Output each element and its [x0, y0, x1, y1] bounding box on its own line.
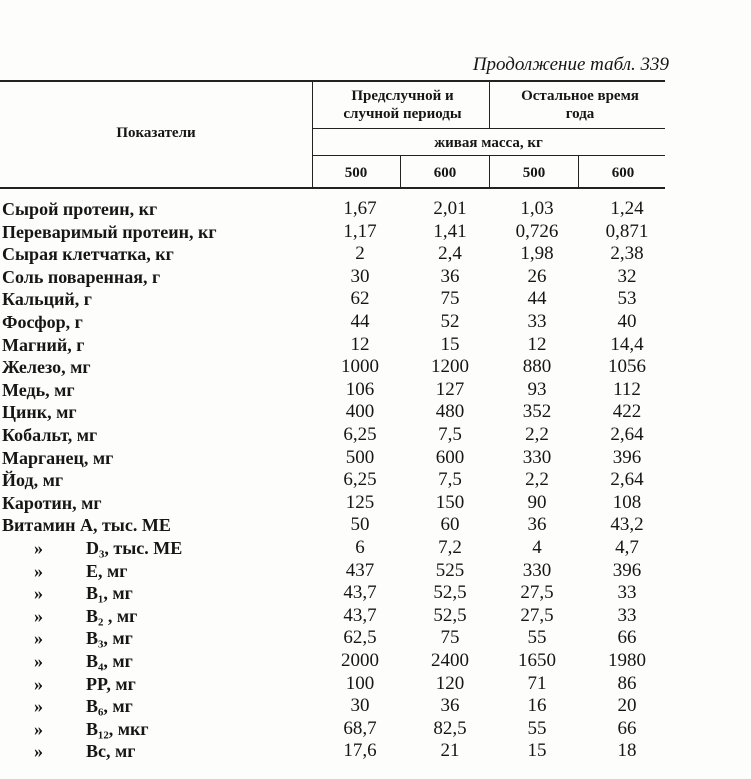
header-weight: 600 — [611, 165, 635, 181]
ditto-mark: » — [34, 651, 43, 671]
row-value: 36 — [440, 695, 460, 717]
row-value: 93 — [527, 378, 547, 400]
row-value: 2,64 — [610, 469, 644, 491]
table-row — [0, 560, 680, 582]
table-row — [0, 605, 680, 627]
row-value: 27,5 — [520, 604, 554, 626]
row-value: 2 — [355, 243, 365, 265]
row-value: 17,6 — [343, 740, 377, 762]
row-value: 4 — [532, 537, 542, 558]
row-label: Сырой протеин, кг — [2, 199, 158, 219]
header-period-rest: Остальное время года — [521, 88, 639, 122]
row-value: 20 — [617, 695, 637, 717]
row-value: 43,7 — [343, 582, 377, 604]
row-value: 1000 — [341, 356, 379, 378]
row-value: 1200 — [431, 356, 469, 378]
row-value: 0,726 — [515, 220, 559, 242]
row-value: 352 — [522, 401, 552, 423]
row-label: Медь, мг — [2, 379, 75, 400]
row-value: 18 — [617, 740, 637, 762]
ditto-mark: » — [34, 583, 43, 604]
row-value: 422 — [612, 401, 642, 423]
row-value: 75 — [440, 288, 460, 310]
row-value: 7,5 — [438, 424, 462, 445]
row-value: 2,2 — [525, 469, 549, 491]
row-value: 15 — [440, 333, 460, 355]
row-value: 1,41 — [433, 220, 467, 242]
row-value: 127 — [435, 378, 465, 400]
table-row — [0, 582, 680, 604]
row-value: 400 — [345, 401, 375, 423]
row-value: 12 — [527, 333, 547, 355]
row-value: 108 — [612, 491, 642, 513]
row-value: 12 — [350, 333, 370, 355]
table-row — [0, 266, 680, 288]
ditto-mark: » — [34, 718, 43, 739]
row-value: 437 — [345, 559, 375, 581]
row-value: 86 — [617, 672, 637, 694]
row-label: Е, мг — [86, 560, 128, 581]
row-value: 330 — [522, 559, 552, 581]
row-value: 2,4 — [438, 243, 462, 265]
row-value: 396 — [612, 446, 642, 468]
row-value: 1,67 — [343, 198, 377, 219]
row-label: B₂ , мг — [86, 605, 138, 626]
row-value: 4,7 — [615, 537, 639, 558]
row-value: 44 — [527, 288, 547, 310]
header-period-breeding: Предслучной и случной периоды — [343, 88, 462, 122]
table-row — [0, 288, 680, 310]
row-value: 33 — [617, 582, 637, 604]
row-value: 1650 — [518, 650, 556, 671]
row-value: 480 — [435, 401, 465, 423]
row-value: 2000 — [341, 650, 379, 671]
row-value: 150 — [435, 491, 465, 513]
row-label: Марганец, мг — [2, 447, 114, 468]
row-value: 7,5 — [438, 469, 462, 491]
table-row — [0, 334, 680, 356]
row-label: Сырая клетчатка, кг — [2, 244, 174, 265]
row-value: 106 — [345, 378, 375, 400]
row-value: 52 — [440, 311, 460, 332]
ditto-mark: » — [34, 538, 43, 558]
row-value: 52,5 — [433, 604, 467, 626]
row-value: 36 — [440, 265, 460, 287]
row-value: 55 — [527, 627, 547, 649]
row-value: 33 — [617, 604, 637, 626]
ditto-mark: » — [34, 605, 43, 626]
row-value: 68,7 — [343, 717, 377, 739]
row-value: 500 — [345, 446, 375, 468]
row-label: Кальций, г — [2, 289, 92, 310]
row-value: 66 — [617, 717, 637, 739]
row-value: 14,4 — [610, 333, 644, 355]
row-value: 1,17 — [343, 220, 377, 242]
row-value: 880 — [522, 356, 552, 378]
header-weight: 500 — [522, 165, 546, 181]
ditto-mark: » — [34, 741, 43, 762]
row-label: D₃, тыс. МЕ — [86, 538, 183, 558]
table-row — [0, 695, 680, 717]
header-weight: 500 — [344, 165, 368, 181]
row-value: 30 — [350, 265, 370, 287]
ditto-mark: » — [34, 560, 43, 581]
table-row — [0, 243, 680, 265]
table-caption: Продолжение табл. 339 — [472, 54, 669, 75]
table-row — [0, 198, 680, 220]
row-label: Витамин А, тыс. МЕ — [2, 515, 171, 536]
row-value: 26 — [527, 265, 547, 287]
row-value: 6,25 — [343, 469, 377, 491]
table-row — [0, 469, 680, 491]
row-value: 82,5 — [433, 717, 467, 739]
row-value: 2,01 — [433, 198, 467, 219]
col-divider — [489, 81, 490, 129]
row-value: 27,5 — [520, 582, 554, 604]
row-value: 125 — [345, 491, 375, 513]
row-value: 396 — [612, 559, 642, 581]
row-value: 62 — [350, 288, 370, 310]
row-value: 75 — [440, 627, 460, 649]
row-value: 2,2 — [525, 424, 549, 445]
row-value: 43,7 — [343, 604, 377, 626]
header-bottom-rule — [0, 187, 665, 189]
table-row — [0, 221, 680, 243]
row-label: Йод, мг — [2, 470, 64, 491]
row-value: 600 — [435, 446, 465, 468]
row-label: B₃, мг — [86, 628, 133, 649]
row-value: 6,25 — [343, 424, 377, 445]
row-value: 1,98 — [520, 243, 554, 265]
row-value: 43,2 — [610, 514, 644, 536]
row-label: Соль поваренная, г — [2, 266, 161, 287]
row-value: 330 — [522, 446, 552, 468]
table-row — [0, 401, 680, 423]
row-value: 1,24 — [610, 198, 644, 219]
header-live-weight: живая масса, кг — [434, 135, 543, 151]
table-row — [0, 718, 680, 740]
row-value: 55 — [527, 717, 547, 739]
row-value: 1980 — [608, 650, 646, 671]
table-row — [0, 379, 680, 401]
row-label: B₁, мг — [86, 583, 133, 604]
row-value: 66 — [617, 627, 637, 649]
row-value: 32 — [617, 265, 637, 287]
row-value: 120 — [435, 672, 465, 694]
row-value: 7,2 — [438, 537, 462, 558]
row-value: 1,03 — [520, 198, 554, 219]
table-row — [0, 356, 680, 378]
table-row — [0, 673, 680, 695]
row-label: PP, мг — [86, 673, 136, 694]
table-row — [0, 514, 680, 536]
row-value: 2400 — [431, 650, 469, 671]
header-weight: 600 — [433, 165, 457, 181]
row-value: 33 — [527, 311, 547, 332]
row-value: 100 — [345, 672, 375, 694]
table-row — [0, 311, 680, 333]
row-value: 90 — [527, 491, 547, 513]
ditto-mark: » — [34, 673, 43, 694]
row-label: Фосфор, г — [2, 312, 83, 332]
table-row — [0, 537, 680, 559]
row-value: 62,5 — [343, 627, 377, 649]
table-row — [0, 627, 680, 649]
row-label: Кобальт, мг — [2, 425, 98, 445]
ditto-mark: » — [34, 628, 43, 649]
row-value: 0,871 — [605, 220, 649, 242]
row-label: Цинк, мг — [2, 402, 77, 423]
row-value: 52,5 — [433, 582, 467, 604]
row-value: 36 — [527, 514, 547, 536]
table-top-rule — [0, 80, 665, 82]
row-value: 16 — [527, 695, 547, 717]
row-label: B₆, мг — [86, 696, 133, 717]
row-value: 71 — [527, 672, 547, 694]
table-row — [0, 447, 680, 469]
table-row — [0, 740, 680, 762]
row-value: 525 — [435, 559, 465, 581]
row-value: 44 — [350, 311, 370, 332]
table-row — [0, 424, 680, 446]
ditto-mark: » — [34, 696, 43, 717]
table-row — [0, 650, 680, 672]
row-label: Bc, мг — [86, 741, 136, 762]
row-label: B₁₂, мкг — [86, 718, 149, 739]
row-label: Переваримый протеин, кг — [2, 221, 217, 242]
row-value: 15 — [527, 740, 547, 762]
row-value: 60 — [440, 514, 460, 536]
header-indicators: Показатели — [116, 125, 196, 141]
row-value: 30 — [350, 695, 370, 717]
row-label: Железо, мг — [2, 357, 91, 378]
row-label: Каротин, мг — [2, 492, 102, 513]
row-value: 2,64 — [610, 424, 644, 445]
row-value: 2,38 — [610, 243, 644, 265]
row-value: 53 — [617, 288, 637, 310]
row-value: 40 — [617, 311, 637, 332]
row-value: 21 — [440, 740, 460, 762]
row-value: 1056 — [608, 356, 646, 378]
row-value: 50 — [350, 514, 370, 536]
row-label: Магний, г — [2, 334, 85, 355]
row-value: 6 — [355, 537, 365, 558]
row-value: 112 — [613, 378, 641, 400]
row-label: B₄, мг — [86, 651, 133, 671]
table-row — [0, 492, 680, 514]
